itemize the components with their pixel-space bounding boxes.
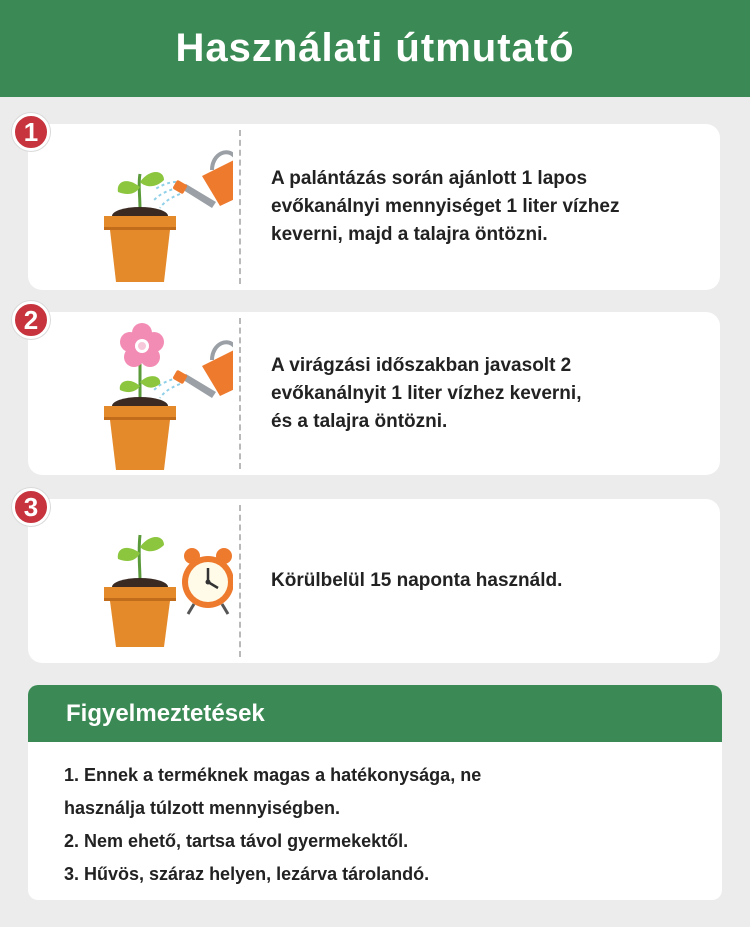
step-2-line-1: A virágzási időszakban javasolt 2 [271,354,572,376]
warnings-header [28,685,722,742]
warning-line: 1. Ennek a terméknek magas a hatékonysága, ne [64,765,482,785]
page-title: Használati útmutató [175,26,575,70]
step-3-line-1: Körülbelül 15 naponta használd. [271,570,563,591]
step-1-line-1: A palántázás során ajánlott 1 lapos [271,168,588,189]
watering-seedling-icon [68,132,233,282]
step-card-2 [28,312,720,475]
step-1-text [271,165,690,249]
warnings-panel [28,685,722,900]
step-2-text [271,352,690,436]
step-3-text [271,567,690,595]
dashed-divider [239,318,241,469]
step-badge-2: 2 [12,301,50,339]
step-1-line-2: evőkanálnyi mennyiséget 1 liter vízhez [271,196,620,217]
step-1-line-3: keverni, majd a talajra öntözni. [271,224,548,245]
warning-line: 3. Hűvös, száraz helyen, lezárva tárolandó. [64,864,430,884]
watering-flower-icon [68,320,233,470]
warnings-title: Figyelmeztetések [66,699,265,727]
warnings-list [28,742,722,891]
dashed-divider [239,130,241,284]
step-badge-1: 1 [12,113,50,151]
step-2-line-3: és a talajra öntözni. [271,410,448,432]
step-2-line-2: evőkanálnyit 1 liter vízhez keverni, [271,382,582,404]
warning-line: használja túlzott mennyiségben. [64,798,341,818]
step-card-3 [28,499,720,663]
seedling-and-alarm-clock-icon [68,507,233,657]
dashed-divider [239,505,241,657]
header-banner [0,0,750,97]
step-card-1 [28,124,720,290]
step-badge-3: 3 [12,488,50,526]
warning-line: 2. Nem ehető, tartsa távol gyermekektől. [64,831,409,851]
